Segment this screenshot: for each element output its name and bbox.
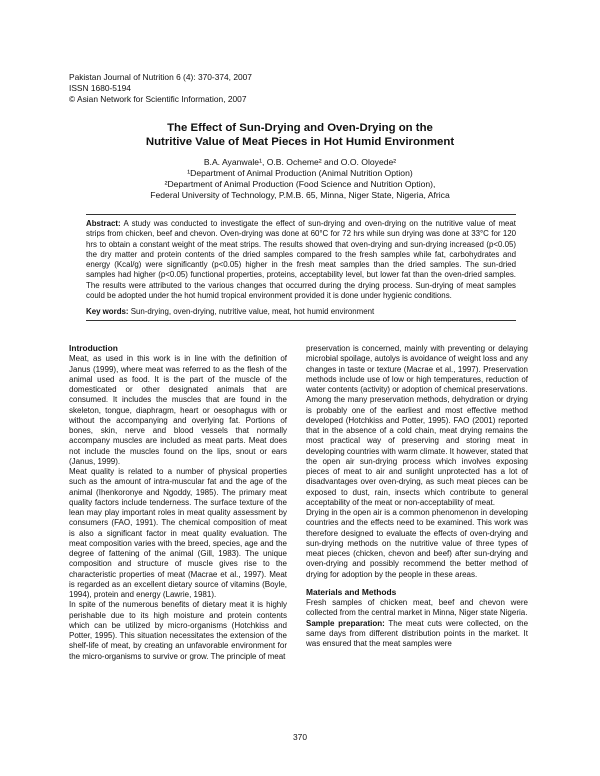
affiliation-1: ¹Department of Animal Production (Animal Nutrition Option)	[187, 168, 413, 178]
right-column	[306, 344, 528, 649]
sample-preparation-label: Sample preparation:	[306, 618, 385, 628]
journal-copyright: © Asian Network for Scientific Information, 2007	[69, 94, 247, 104]
author-names: B.A. Ayanwale¹, O.B. Ocheme² and O.O. Oloyede²	[203, 157, 397, 167]
introduction-heading: Introduction	[69, 343, 118, 353]
abstract-section	[86, 214, 516, 321]
sample-preparation-text: The meat cuts were collected, on the same days from different distribution points in the market. It was ensured that the meat samples were	[306, 618, 529, 648]
affiliation-2: ²Department of Animal Production (Food Science and Nutrition Option),	[164, 179, 436, 189]
keywords-text: Sun-drying, oven-drying, nutritive value, meat, hot humid environment	[130, 307, 375, 317]
right-paragraph-2: Among the many preservation methods, dehydration or drying is probably one of the earliest and most effective method developed (Hotchkiss and Potter, 1995). FAO (2001) reported that in the absence of a cold chain, meat drying remains the most practical way of preserving and storing meat in developing countries with warm climate. It however, stated that the open air sun-drying process which involves exposing pieces of meat to air and sunlight unprotected has a lot of disadvantages over oven-drying, as such meat pieces can be exposed to dust, rain, insects which contribute to general acceptability of the meat or non-acceptability of meat.	[306, 395, 528, 507]
abstract	[86, 219, 516, 301]
paper-title	[60, 121, 540, 149]
journal-issn: ISSN 1680-5194	[69, 83, 131, 93]
left-column	[69, 343, 287, 662]
intro-paragraph-2: Meat quality is related to a number of physical properties such as the amount of intra-muscular fat and the age of the animal (Ihenkoronye and Ngoddy, 1985). The primary meat quality factors include tenderness. The surface texture of the lean may play important roles in meat quality assessment by consumers (FAO, 1991). The chemical composition of meat is also a significant factor in meat quality evaluation. The meat composition varies with the breed, species, age and the degree of fattening of the animal (Gill, 1983). The unique composition and structure of muscle gives rise to the characteristic properties of meat (Macrae et al., 1997). Meat is regarded as an excellent dietary source of vitamins (Boyle, 1994), protein and energy (Lawrie, 1981).	[69, 467, 287, 599]
paper-title-line-2: Nutritive Value of Meat Pieces in Hot Humid Environment	[145, 136, 455, 148]
abstract-text: A study was conducted to investigate the effect of sun-drying and oven-drying on the nutritive value of meat strips from chicken, beef and chevon. Oven-drying was done at 60°C for 72 hrs while sun drying was done at 33°C for 120 hrs to obtain a constant weight of the meat strips. The results showed that oven-drying and sun-drying increased (p<0.05) the dry matter and protein contents of the dried samples compared to the fresh samples while fat, carbohydrates and energy (Kcal/g) were significantly (p<0.05) higher in the fresh meat samples than the dried samples. The sun-dried samples had higher (p<0.05) functional properties, proteins, acceptability level, but lower fat than the oven-dried samples. The results were attributed to the various changes that occurred during the drying process. Sun-drying of meat samples could be adopted under the hot humid tropical environment provided it is done under hygienic conditions.	[86, 219, 516, 301]
abstract-label: Abstract:	[86, 219, 121, 228]
keywords-label: Key words:	[86, 307, 129, 317]
journal-citation: Pakistan Journal of Nutrition 6 (4): 370-374, 2007	[69, 72, 252, 82]
author-block	[60, 157, 540, 201]
paper-title-line-1: The Effect of Sun-Drying and Oven-Drying on the	[167, 122, 433, 134]
intro-paragraph-1: Meat, as used in this work is in line with the definition of Janus (1999), where meat was referred to as the flesh of the animal used as food. It is the part of the muscle of the domesticated or other designated animals that are consumed. It includes the muscles that are found in the skeleton, tongue, diaphragm, heart or oesophagus with or without the accompanying and overlying fat. Portions of bones, skin, nerve and blood vessels that normally accompany muscles are included as meat parts. Meat does not include the muscles found on the lips, snout or ears (Janus, 1999).	[69, 354, 287, 466]
intro-paragraph-3: In spite of the numerous benefits of dietary meat it is highly perishable due to its high moisture and protein contents which can be utilized by micro-organisms (Hotchkiss and Potter, 1995). This situation necessitates the extension of the shelf-life of meat, by creating an unfavorable environment for the micro-organisms to survive or grow. The principle of meat	[69, 600, 287, 661]
page-number: 370	[293, 732, 307, 742]
affiliation-3: Federal University of Technology, P.M.B. 65, Minna, Niger State, Nigeria, Africa	[150, 190, 450, 200]
journal-header	[69, 72, 252, 105]
sample-preparation-paragraph	[306, 619, 528, 650]
keywords	[86, 307, 516, 321]
right-paragraph-3: Drying in the open air is a common phenomenon in developing countries and the effects need to be examined. This work was therefore designed to evaluate the effects of oven-drying and sun-drying methods on the nutritive value of three types of meat pieces (chicken, chevon and beef) after sun-drying and oven-drying and possibly recommend the better method of drying for adoption by the people in these areas.	[306, 508, 528, 579]
right-paragraph-1: preservation is concerned, mainly with preventing or delaying microbial spoilage, autolys is avoidance of weight loss and any changes in taste or texture (Macrae et al., 1997). Preservation methods include use of low or high temperatures, reduction of water contents (activity) or adoption of chemical preservations.	[306, 344, 528, 394]
right-paragraph-4: Fresh samples of chicken meat, beef and chevon were collected from the central market in Minna, Niger state Nigeria.	[306, 598, 528, 618]
materials-methods-heading: Materials and Methods	[306, 586, 397, 597]
